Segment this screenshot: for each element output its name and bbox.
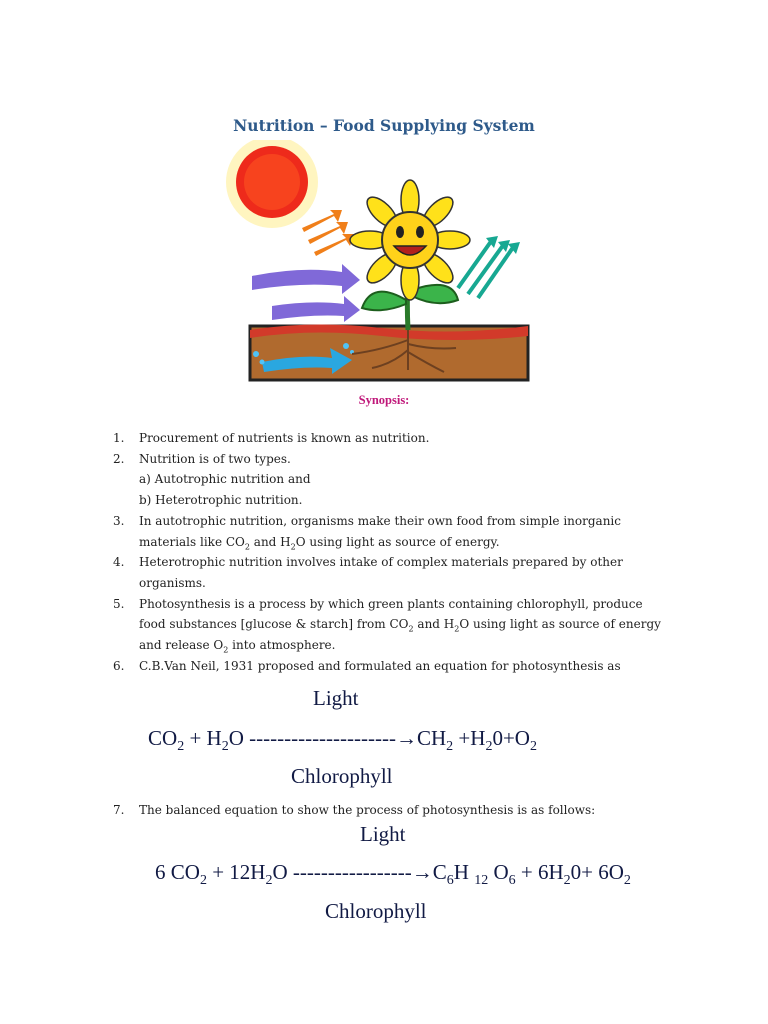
list-item: 3. In autotrophic nutrition, organisms make their own food from simple inorganic materials like $CO_2$ and $H_2O$ using light as source of energy. [113, 513, 621, 551]
synopsis-list [113, 428, 703, 676]
page-title: Nutrition – Food Supplying System [233, 116, 535, 135]
synopsis-heading: Synopsis: [358, 393, 410, 407]
list-item: 4. Heterotrophic nutrition involves intake of complex materials prepared by other organisms. [113, 555, 623, 590]
co2-arrows [252, 264, 360, 322]
equation-2: 6 $CO_2 + 12H_2O$ $-----------------\to C_6H$ $_{12}$ $O_6 + 6H_20+ 6O_2$ [155, 860, 631, 889]
arrow-icon: → [411, 860, 433, 884]
sunlight-arrows [302, 210, 354, 256]
leaf-left [362, 292, 406, 311]
equation-2-chlorophyll-label: Chlorophyll [325, 899, 427, 923]
list-item: 5. Photosynthesis is a process by which green plants containing chlorophyll, produce food substances [glucose & starch] from $CO_2$ and $H_2O$ using light as source of energy and release $O_2$ into atmosphere. [113, 596, 661, 655]
arrow-icon: → [395, 726, 417, 750]
equation-2-light-label: Light [360, 822, 406, 846]
list-item: 2. Nutrition is of two types. a) Autotrophic nutrition and b) Heterotrophic nutrition. [113, 451, 311, 508]
list-item: 1. Procurement of nutrients is known as nutrition. [113, 431, 430, 445]
equation-1: $CO_2 + H_2O$ $---------------------\to CH_2 +H_20+O_2$ [148, 726, 537, 755]
photosynthesis-illustration [222, 140, 542, 385]
equation-1-light-label: Light [313, 686, 359, 710]
list-item: 6. C.B.Van Neil, 1931 proposed and formulated an equation for photosynthesis as [113, 658, 621, 673]
sunflower-face [382, 212, 438, 268]
list-item: 7. The balanced equation to show the process of photosynthesis is as follows: [113, 803, 596, 817]
equation-1-chlorophyll-label: Chlorophyll [291, 764, 393, 788]
